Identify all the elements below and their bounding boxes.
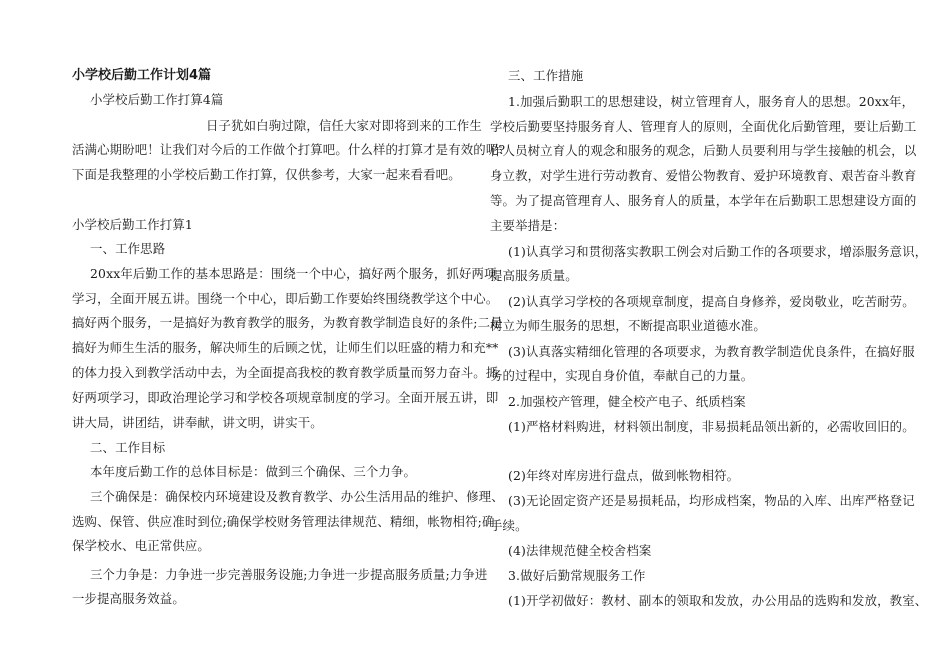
paragraph-line: (2)认真学习学校的各项规章制度，提高自身修养，爱岗敬业，吃苦耐劳。 [508,294,915,309]
paragraph-line: 等。为了提高管理育人、服务育人的质量，本学年在后勤职工思想建设方面的 [490,193,917,208]
document-title: 小学校后勤工作计划4篇 [72,68,212,83]
paragraph-line: 保学校水、电正常供应。 [72,538,210,553]
paragraph-line: 20xx年后勤工作的基本思路是：围绕一个中心，搞好两个服务，抓好两项 [90,266,497,281]
paragraph-line: 下面是我整理的小学校后勤工作打算，仅供参考，大家一起来看看吧。 [72,167,461,182]
paragraph-line: 务的过程中，实现自身价值，奉献自己的力量。 [490,368,754,383]
section-heading: 小学校后勤工作打算1 [72,217,193,232]
paragraph-line: 三个力争是：力争进一步完善服务设施;力争进一步提高服务质量;力争进 [90,567,488,582]
paragraph-line: (1)开学初做好：教材、副本的领取和发放，办公用品的选购和发放，教室、 [508,593,928,608]
paragraph-line: 学习，全面开展五讲。围绕一个中心，即后勤工作要始终围绕教学这个中心。 [72,291,499,306]
paragraph-line: 选购、保管、供应准时到位;确保学校财务管理法律规范、精细，帐物相符;确 [72,514,495,529]
section-heading: 三、工作措施 [508,68,584,83]
paragraph-line: (1)严格材料购进，材料领出制度，非易损耗品领出新的，必需收回旧的。 [508,419,915,434]
paragraph-line: (3)无论固定资产还是易损耗品，均形成档案，物品的入库、出库严格登记 [508,493,915,508]
paragraph-line: 学校后勤要坚持服务育人、管理育人的原则，全面优化后勤管理，要让后勤工 [490,119,917,134]
paragraph-line: (3)认真落实精细化管理的各项要求，为教育教学制造优良条件，在搞好服 [508,344,915,359]
paragraph-line: 好两项学习，即政治理论学习和学校各项规章制度的学习。全面开展五讲，即 [72,390,499,405]
paragraph-line: 日子犹如白驹过隙，信任大家对即将到来的工作生 [206,118,482,133]
paragraph-line: 搞好两个服务，一是搞好为教育教学的服务，为教育教学制造良好的条件;二是 [72,315,503,330]
paragraph-line: 作人员树立育人的观念和服务的观念，后勤人员要利用与学生接触的机会，以 [490,143,917,158]
paragraph-line: 身立教，对学生进行劳动教育、爱惜公物教育、爱护环境教育、艰苦奋斗教育 [490,168,917,183]
paragraph-line: 一步提高服务效益。 [72,591,185,606]
section-heading: 二、工作目标 [90,440,166,455]
paragraph-line: 1.加强后勤职工的思想建设，树立管理育人，服务育人的思想。20xx年， [508,94,915,109]
paragraph-line: 的体力投入到教学活动中去，为全面提高我校的教育教学质量而努力奋斗。抓 [72,365,499,380]
paragraph-line: 手续。 [490,518,528,533]
paragraph-line: 主要举措是： [490,218,566,233]
paragraph-line: 提高服务质量。 [490,268,578,283]
paragraph-line: 三个确保是：确保校内环境建设及教育教学、办公生活用品的维护、修理、 [90,489,504,504]
paragraph-line: (1)认真学习和贯彻落实教职工例会对后勤工作的各项要求，增添服务意识， [508,244,928,259]
section-heading: 一、工作思路 [90,241,166,256]
paragraph-line: 树立为师生服务的思想，不断提高职业道德水准。 [490,318,766,333]
paragraph-line: (4)法律规范健全校舍档案 [508,543,652,558]
section-heading: 2.加强校产管理，健全校产电子、纸质档案 [508,394,746,409]
subtitle: 小学校后勤工作打算4篇 [90,92,224,107]
paragraph-line: (2)年终对库房进行盘点，做到帐物相符。 [508,468,740,483]
paragraph-line: 活满心期盼吧！让我们对今后的工作做个打算吧。什么样的打算才是有效的呢? [72,142,506,157]
paragraph-line: 搞好为师生生活的服务，解决师生的后顾之忧，让师生们以旺盛的精力和充** [72,340,499,355]
section-heading: 3.做好后勤常规服务工作 [508,568,646,583]
paragraph-line: 讲大局，讲团结，讲奉献，讲文明，讲实干。 [72,415,323,430]
paragraph-line: 本年度后勤工作的总体目标是：做到三个确保、三个力争。 [90,464,417,479]
